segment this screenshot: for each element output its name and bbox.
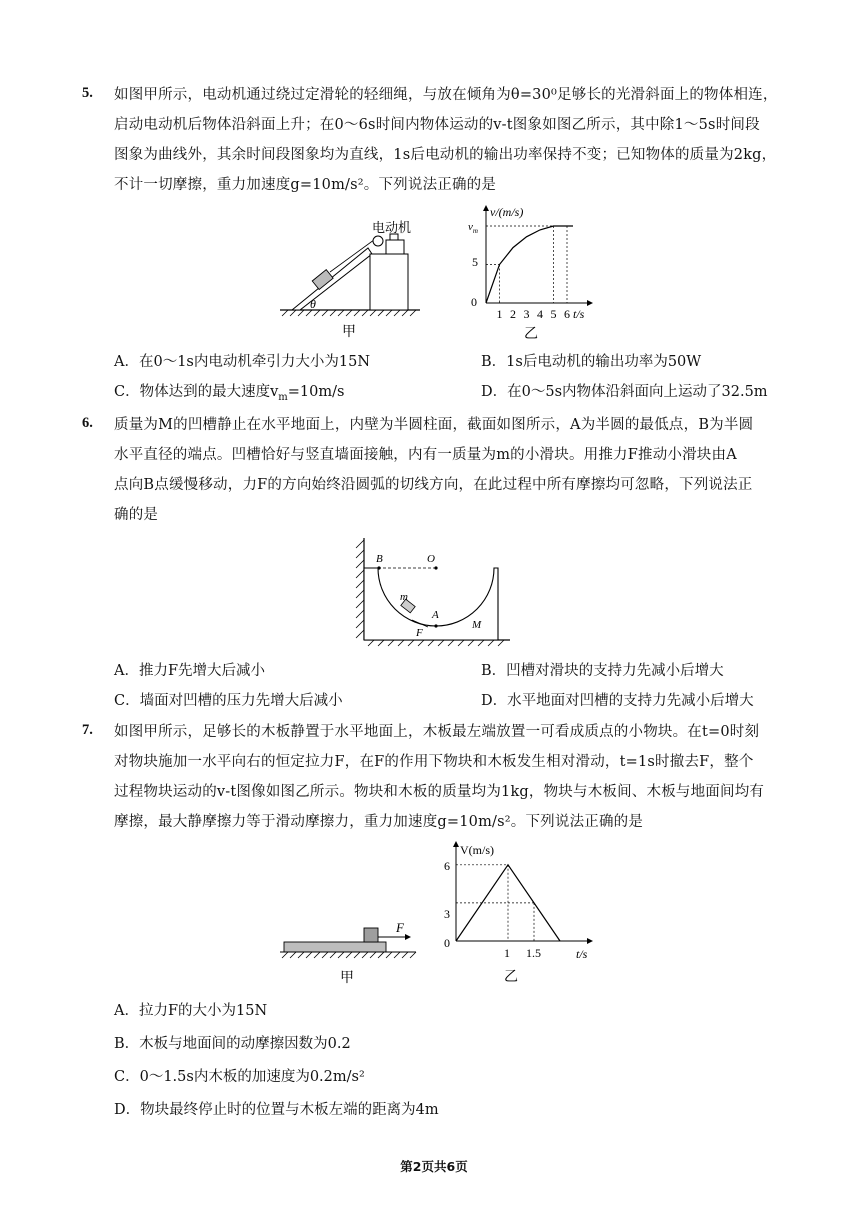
grid-dashes: [456, 865, 534, 941]
label-f: F: [396, 920, 404, 935]
q5-option-c[interactable]: C．物体达到的最大速度$v_m=10m/s$: [114, 384, 345, 403]
origin-label: 0: [444, 936, 450, 950]
q7-option-b[interactable]: B．木板与地面间的动摩擦因数为0.2: [114, 1036, 351, 1052]
question-stem: [114, 410, 797, 530]
velocity-curve: [486, 226, 573, 303]
stem-line: 如图甲所示，电动机通过绕过定滑轮的轻细绳，与放在倾角为θ=30⁰足够长的光滑斜面上的物体相连，: [114, 87, 778, 103]
q7-option-d[interactable]: D．物块最终停止时的位置与木板左端的距离为4m: [114, 1102, 439, 1118]
label-f: F: [416, 627, 423, 639]
point-b: [377, 566, 380, 569]
y-axis-label: v/(m/s): [490, 205, 524, 219]
y-axis-label: V(m/s): [460, 843, 494, 857]
board-block-figure: [276, 918, 426, 990]
stem-line: 确的是: [114, 507, 159, 523]
yi-label: 乙: [504, 970, 518, 985]
stem-line: 图象为曲线外，其余时间段图象均为直线，1s后电动机的输出功率保持不变；已知物体的质量为2kg，: [114, 147, 777, 163]
x-tick-label: 6: [564, 307, 570, 321]
question-number: 5.: [82, 85, 93, 101]
theta-label: θ: [310, 297, 316, 311]
stem-line: 摩擦，最大静摩擦力等于滑动摩擦力，重力加速度g=10m/s²。下列说法正确的是: [114, 814, 644, 830]
q5-option-d[interactable]: D．在0～5s内物体沿斜面向上运动了32.5m: [481, 384, 768, 400]
label-big-m: M: [472, 619, 482, 631]
q7-option-a[interactable]: A．拉力F的大小为15N: [114, 1003, 268, 1019]
x-tick-label: 3: [523, 307, 530, 321]
x-tick-label: 4: [537, 307, 543, 321]
x-tick-label: 2: [510, 307, 516, 321]
stem-line: 过程物块运动的v-t图像如图乙所示。物块和木板的质量均为1kg，物块与木板间、木板与地面间均有: [114, 784, 765, 800]
floor-hatch: [368, 640, 504, 646]
x-tick-label: 5: [550, 307, 557, 321]
y-6-label: 6: [444, 859, 450, 873]
wall-hatch: [356, 540, 364, 638]
jia-label: 甲: [340, 971, 354, 986]
label-o: O: [427, 553, 435, 565]
q6-option-d[interactable]: D．水平地面对凹槽的支持力先减小后增大: [481, 693, 754, 709]
stem-line: 启动电动机后物体沿斜面上升；在0～6s时间内物体运动的v-t图象如图乙所示，其中除1～5s时间段: [114, 117, 760, 133]
x-1-label: 1: [504, 946, 510, 960]
incline-motor-figure: [270, 210, 430, 345]
origin-label: 0: [471, 295, 477, 309]
stem-line: 水平直径的端点。凹槽恰好与竖直墙面接触，内有一质量为m的小滑块。用推力F推动小滑块由A: [114, 447, 737, 463]
question-6: [82, 410, 797, 540]
q6-option-b[interactable]: B．凹槽对滑块的支持力先减小后增大: [481, 663, 724, 679]
motor-stand: [370, 254, 408, 310]
page-footer: 第2页共6页: [400, 1159, 468, 1174]
q6-option-a[interactable]: A．推力F先增大后减小: [114, 663, 266, 679]
question-number: 7.: [82, 722, 93, 738]
y-3-label: 3: [444, 907, 450, 921]
jia-label: 甲: [342, 325, 356, 340]
point-o: [434, 566, 437, 569]
x-tick-label: 1: [496, 307, 503, 321]
y-5-label: 5: [472, 255, 478, 269]
question-stem: [114, 80, 797, 200]
yi-label: 乙: [524, 327, 538, 342]
vt-graph-q7: [440, 840, 610, 988]
q5-option-b[interactable]: B．1s后电动机的输出功率为50W: [481, 354, 702, 370]
x-15-label: 1.5: [526, 946, 541, 960]
small-block: [364, 928, 378, 942]
label-m: m: [400, 591, 408, 603]
pulley: [373, 236, 383, 246]
x-axis-label: t/s: [573, 307, 585, 321]
question-7: [82, 717, 797, 847]
groove-figure: [346, 534, 516, 650]
question-number: 6.: [82, 415, 93, 431]
motor-label: 电动机: [372, 220, 412, 235]
label-a: A: [432, 609, 439, 621]
ground-hatch: [282, 952, 416, 958]
stem-line: 不计一切摩擦，重力加速度g=10m/s²。下列说法正确的是: [114, 177, 497, 193]
question-stem: [114, 717, 797, 837]
label-b: B: [376, 553, 383, 565]
x-axis-label: t/s: [576, 947, 588, 961]
x-tick-labels: [497, 307, 571, 321]
point-a: [434, 624, 437, 627]
y-vm-label: $v_m$: [468, 221, 478, 235]
vt-graph-q5: [462, 200, 602, 348]
stem-line: 质量为M的凹槽静止在水平地面上，内壁为半圆柱面，截面如图所示，A为半圆的最低点，B为半圆: [114, 417, 754, 433]
q6-option-c[interactable]: C．墙面对凹槽的压力先增大后减小: [114, 693, 343, 709]
stem-line: 如图甲所示，足够长的木板静置于水平地面上，木板最左端放置一可看成质点的小物块。在t=0时刻: [114, 724, 760, 740]
stem-line: 点向B点缓慢移动，力F的方向始终沿圆弧的切线方向，在此过程中所有摩擦均可忽略，下列说法正: [114, 477, 753, 493]
wood-board: [284, 942, 386, 952]
stem-line: 对物块施加一水平向右的恒定拉力F，在F的作用下物块和木板发生相对滑动，t=1s时撤去F，整个: [114, 754, 754, 770]
ground-hatch: [282, 310, 416, 316]
q5-option-a[interactable]: A．在0～1s内电动机牵引力大小为15N: [114, 354, 371, 370]
q7-option-c[interactable]: C．0～1.5s内木板的加速度为0.2m/s²: [114, 1069, 365, 1085]
motor-box: [386, 240, 404, 254]
